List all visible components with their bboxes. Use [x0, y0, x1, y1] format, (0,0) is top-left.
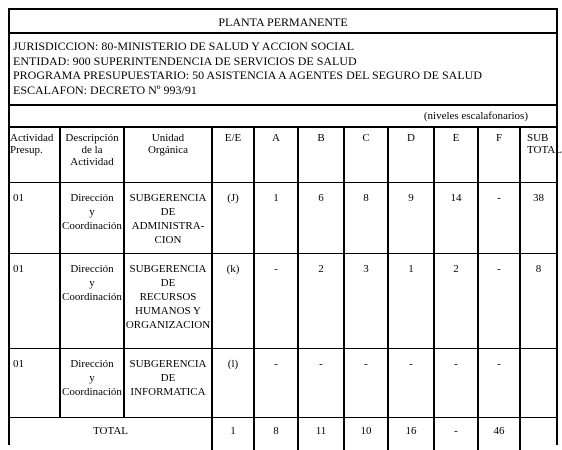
unidad-line: INFORMATICA	[125, 385, 211, 399]
cell-unidad	[124, 349, 212, 418]
cell-actividad: 01	[10, 254, 60, 349]
header-descripcion-line: Actividad	[61, 156, 123, 168]
header-b: B	[298, 128, 344, 183]
table-row	[10, 254, 556, 349]
cell-actividad: 01	[10, 183, 60, 254]
total-d: 16	[388, 418, 434, 450]
planta-permanente-document	[8, 8, 558, 445]
header-a: A	[254, 128, 298, 183]
header-descripcion-line: Descripción	[61, 132, 123, 144]
total-label: TOTAL	[10, 418, 212, 450]
header-ee: E/E	[212, 128, 254, 183]
cell-ee: (k)	[212, 254, 254, 349]
programa-line: PROGRAMA PRESUPUESTARIO: 50 ASISTENCIA A AGENTES DEL SEGURO DE SALUD	[13, 68, 556, 83]
cell-subtotal: 38	[520, 183, 556, 254]
cell-unidad	[124, 183, 212, 254]
staff-table	[10, 128, 556, 450]
desc-line: Coordinación	[61, 290, 123, 304]
header-unidad-line: Unidad	[125, 132, 211, 144]
header-subtotal-line: SUB	[521, 132, 556, 144]
unidad-line: DE	[125, 371, 211, 385]
unidad-line: SUBGERENCIA	[125, 262, 211, 276]
cell-subtotal	[520, 349, 556, 418]
table-row	[10, 183, 556, 254]
header-subtotal-line: TOTAL	[521, 144, 556, 156]
header-unidad-line: Orgánica	[125, 144, 211, 156]
total-f: 46	[478, 418, 520, 450]
unidad-line: RECURSOS	[125, 290, 211, 304]
cell-d: 1	[388, 254, 434, 349]
cell-d: 9	[388, 183, 434, 254]
header-row	[10, 128, 556, 183]
total-e: -	[434, 418, 478, 450]
cell-c: 8	[344, 183, 388, 254]
cell-a: -	[254, 349, 298, 418]
header-descripcion-line: de la	[61, 144, 123, 156]
cell-f: -	[478, 349, 520, 418]
cell-actividad: 01	[10, 349, 60, 418]
unidad-line: ADMINISTRA-	[125, 219, 211, 233]
info-block	[10, 34, 556, 106]
table-row	[10, 349, 556, 418]
header-actividad	[10, 128, 60, 183]
cell-e: 2	[434, 254, 478, 349]
cell-d: -	[388, 349, 434, 418]
header-unidad	[124, 128, 212, 183]
cell-b: -	[298, 349, 344, 418]
document-title: PLANTA PERMANENTE	[10, 10, 556, 34]
desc-line: Dirección	[61, 262, 123, 276]
cell-e: 14	[434, 183, 478, 254]
unidad-line: HUMANOS Y	[125, 304, 211, 318]
cell-b: 2	[298, 254, 344, 349]
desc-line: Dirección	[61, 191, 123, 205]
header-d: D	[388, 128, 434, 183]
unidad-line: SUBGERENCIA	[125, 191, 211, 205]
desc-line: y	[61, 205, 123, 219]
total-b: 11	[298, 418, 344, 450]
desc-line: Coordinación	[61, 219, 123, 233]
desc-line: Dirección	[61, 357, 123, 371]
header-c: C	[344, 128, 388, 183]
cell-descripcion	[60, 254, 124, 349]
entidad-line: ENTIDAD: 900 SUPERINTENDENCIA DE SERVICIOS DE SALUD	[13, 54, 556, 69]
cell-descripcion	[60, 349, 124, 418]
cell-f: -	[478, 254, 520, 349]
total-subtotal	[520, 418, 556, 450]
cell-f: -	[478, 183, 520, 254]
cell-a: 1	[254, 183, 298, 254]
total-c: 10	[344, 418, 388, 450]
cell-a: -	[254, 254, 298, 349]
unidad-line: SUBGERENCIA	[125, 357, 211, 371]
header-descripcion	[60, 128, 124, 183]
total-ee: 1	[212, 418, 254, 450]
unidad-line: DE	[125, 205, 211, 219]
header-f: F	[478, 128, 520, 183]
cell-ee: (l)	[212, 349, 254, 418]
unidad-line: ORGANIZACION	[125, 318, 211, 332]
unidad-line: DE	[125, 276, 211, 290]
cell-ee: (J)	[212, 183, 254, 254]
desc-line: y	[61, 371, 123, 385]
total-row	[10, 418, 556, 450]
cell-e: -	[434, 349, 478, 418]
unidad-line: CION	[125, 233, 211, 247]
cell-unidad	[124, 254, 212, 349]
header-actividad-line: Actividad	[10, 132, 59, 144]
desc-line: y	[61, 276, 123, 290]
cell-subtotal: 8	[520, 254, 556, 349]
escalafon-line: ESCALAFON: DECRETO Nº 993/91	[13, 83, 556, 98]
cell-c: -	[344, 349, 388, 418]
cell-b: 6	[298, 183, 344, 254]
cell-c: 3	[344, 254, 388, 349]
total-a: 8	[254, 418, 298, 450]
niveles-label: (niveles escalafonarios)	[10, 106, 556, 128]
header-actividad-line: Presup.	[10, 144, 59, 156]
cell-descripcion	[60, 183, 124, 254]
desc-line: Coordinación	[61, 385, 123, 399]
header-subtotal	[520, 128, 556, 183]
jurisdiccion-line: JURISDICCION: 80-MINISTERIO DE SALUD Y ACCION SOCIAL	[13, 39, 556, 54]
header-e: E	[434, 128, 478, 183]
